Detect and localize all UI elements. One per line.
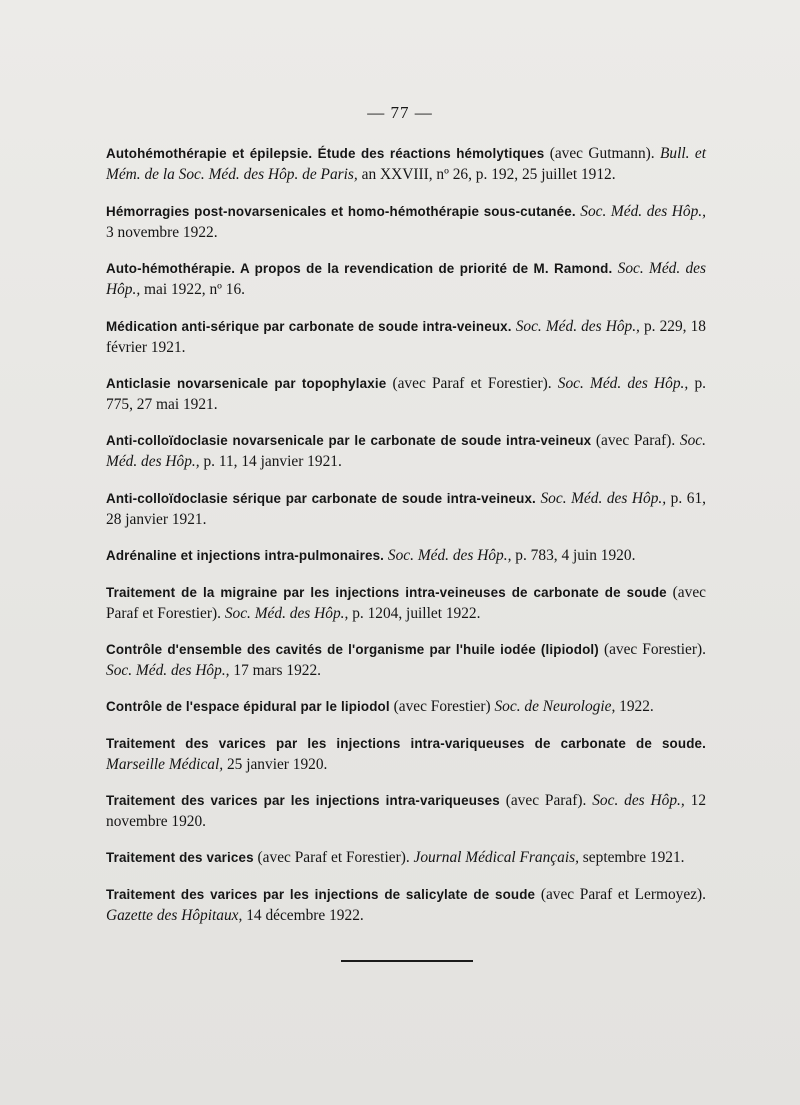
entry-title: Autohémothérapie et épilepsie. Étude des réactions hémolytiques [106,146,545,162]
entry-reference: p. 61, 28 janvier 1921. [106,489,706,528]
entry-reference: p. 229, 18 février 1921. [106,317,706,356]
entry-coauthors: (avec Paraf et Forestier). [386,374,558,392]
entry-title: Traitement des varices par les injections intra-variqueuses [106,793,500,809]
entry-title: Anticlasie novarsenicale par topophylaxie [106,375,387,391]
entry-coauthors: (avec Forestier) [389,698,495,716]
entry-journal: Soc. Méd. des Hôp., [106,260,706,299]
entry-journal: Soc. de Neurologie, [494,698,616,716]
entry-reference: an XXVIII, nº 26, p. 192, 25 juillet 1912. [357,166,616,184]
bibliography-entry [106,847,706,868]
entry-title: Anti-colloïdoclasie sérique par carbonate de soude intra-veineux. [106,490,536,506]
entry-title: Médication anti-sérique par carbonate de soude intra-veineux. [106,318,512,334]
entry-coauthors: (avec Paraf et Forestier). [106,583,706,622]
entry-journal: Soc. Méd. des Hôp., [515,317,640,335]
entry-coauthors: (avec Forestier). [598,640,706,658]
entry-reference: p. 775, 27 mai 1921. [106,374,706,413]
entry-journal: Soc. Méd. des Hôp., [557,374,689,392]
entry-title: Hémorragies post-novarsenicales et homo-hémothérapie sous-cutanée. [106,203,576,219]
entry-reference: septembre 1921. [578,849,685,867]
entry-journal: Marseille Médical, [106,755,224,773]
entry-title: Contrôle de l'espace épidural par le lipiodol [106,699,390,715]
entry-title: Contrôle d'ensemble des cavités de l'organisme par l'huile iodée (lipiodol) [106,641,599,657]
entry-title: Traitement des varices [106,850,254,866]
entry-journal: Soc. Méd. des Hôp., [106,432,706,471]
bibliography-list [106,128,706,941]
entry-journal: Soc. Méd. des Hôp., [580,202,706,220]
entry-reference: 3 novembre 1922. [106,223,218,241]
bibliography-entry [106,696,706,717]
entry-coauthors: (avec Paraf et Lermoyez). [535,885,706,903]
entry-title: Adrénaline et injections intra-pulmonaires. [106,548,385,564]
entry-coauthors: (avec Paraf). [499,792,593,810]
entry-reference: p. 783, 4 juin 1920. [511,547,636,565]
entry-reference: p. 11, 14 janvier 1921. [199,453,342,471]
entry-journal: Gazette des Hôpitaux, [106,906,243,924]
entry-title: Auto-hémothérapie. A propos de la revendication de priorité de M. Ramond. [106,261,613,277]
bibliography-entry [106,488,706,530]
entry-reference: 1922. [615,698,654,716]
entry-title: Traitement des varices par les injections de salicylate de soude [106,886,536,902]
bibliography-entry [106,430,706,472]
entry-journal: Soc. des Hôp., [592,792,685,810]
entry-journal: Soc. Méd. des Hôp., [387,547,512,565]
bibliography-entry [106,143,706,185]
closing-rule [341,960,473,962]
bibliography-entry [106,316,706,358]
bibliography-entry [106,373,706,415]
entry-journal: Journal Médical Français, [413,849,579,867]
entry-title: Traitement des varices par les injections intra-variqueuses de carbonate de soude. [106,735,706,751]
entry-reference: 25 janvier 1920. [223,755,328,773]
bibliography-entry [106,639,706,681]
entry-reference: 14 décembre 1922. [242,906,364,924]
bibliography-entry [106,201,706,243]
entry-journal: Soc. Méd. des Hôp., [224,604,349,622]
bibliography-entry [106,790,706,832]
entry-journal: Bull. et Mém. de la Soc. Méd. des Hôp. de Paris, [106,145,706,184]
entry-reference: 17 mars 1922. [229,661,322,679]
bibliography-entry [106,545,706,566]
entry-coauthors: (avec Paraf). [591,432,680,450]
entry-title: Anti-colloïdoclasie novarsenicale par le carbonate de soude intra-veineux [106,433,592,449]
entry-title: Traitement de la migraine par les injections intra-veineuses de carbonate de soude [106,584,667,600]
bibliography-entry [106,258,706,300]
bibliography-entry [106,582,706,624]
entry-reference: mai 1922, nº 16. [140,281,246,299]
entry-journal: Soc. Méd. des Hôp., [540,489,667,507]
entry-journal: Soc. Méd. des Hôp., [106,661,230,679]
entry-reference: p. 1204, juillet 1922. [348,604,481,622]
page-number: — 77 — [367,103,433,122]
bibliography-entry [106,733,706,775]
bibliography-entry [106,884,706,926]
entry-coauthors: (avec Paraf et Forestier). [253,849,414,867]
entry-coauthors: (avec Gutmann). [544,145,661,163]
entry-reference: 12 novembre 1920. [106,792,707,831]
